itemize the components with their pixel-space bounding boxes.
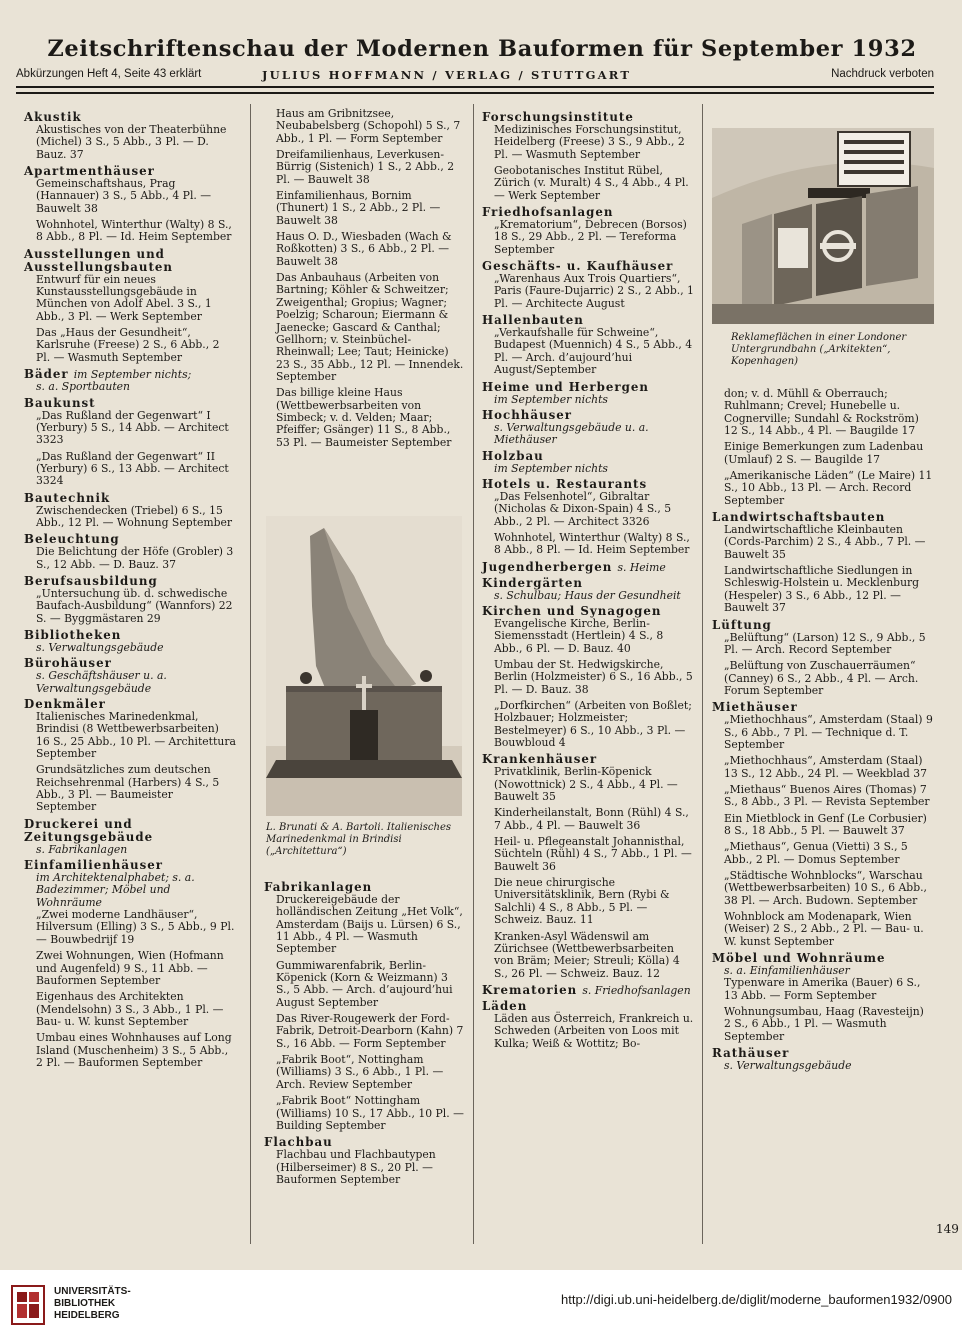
section-heading: Beleuchtung: [24, 532, 120, 547]
entry: „Miethaus“, Genua (Vietti) 3 S., 5 Abb., 2 Pl. — Domus September: [724, 840, 908, 866]
entry: Das „Haus der Gesundheit“, Karlsruhe (Freese) 2 S., 6 Abb., 2 Pl. — Wasmuth September: [36, 326, 220, 364]
section-heading: Akustik: [24, 110, 82, 124]
entry: Grundsätzliches zum deutschen Reichsehrenmal (Harbers) 4 S., 5 Abb., 3 Pl. — Baumeister September: [36, 763, 220, 814]
entry: Gummiwarenfabrik, Berlin-Köpenick (Korn & Weizmann) 3 S., 5 Abb. — Arch. d’aujourd’hui August September: [276, 958, 453, 1009]
entry: Einfamilienhaus, Bornim (Thunert) 1 S., 2 Abb., 2 Pl. — Bauwelt 38: [276, 189, 441, 227]
section-heading: Baukunst: [24, 395, 96, 410]
entry: Haus am Gribnitzsee, Neubabelsberg (Schopohl) 5 S., 7 Abb., 1 Pl. — Form September: [276, 107, 461, 145]
section-heading: Lüftung: [712, 617, 772, 632]
column-4: [712, 388, 934, 1072]
entry: Wohnungsumbau, Haag (Ravesteijn) 2 S., 6 Abb., 1 Pl. — Wasmuth September: [724, 1005, 924, 1043]
entry: Läden aus Österreich, Frankreich u. Schweden (Arbeiten von Loos mit Kulka; Weiß & Wottitz; Bo-: [494, 1011, 694, 1050]
entry: Eigenhaus des Architekten (Mendelsohn) 3 S., 3 Abb., 1 Pl. — Bau- u. W. kunst September: [36, 990, 224, 1028]
entry: Wohnhotel, Winterthur (Walty) 8 S., 8 Abb., 8 Pl. — Id. Heim September: [494, 530, 690, 557]
entry: „Verkaufshalle für Schweine“, Budapest (Muennich) 4 S., 5 Abb., 4 Pl. — Arch. d’aujourd’hui August/September: [494, 326, 693, 377]
publisher-line: JULIUS HOFFMANN / VERLAG / STUTTGART: [262, 68, 632, 82]
cross-reference: s. Geschäftshäuser u. a. Verwaltungsgebäude: [36, 669, 167, 695]
entry: Wohnblock am Modenapark, Wien (Weiser) 2 S., 2 Abb., 2 Pl. — Bau- u. W. kunst September: [724, 910, 924, 948]
cross-reference: s. a. Einfamilienhäuser: [724, 964, 850, 978]
entry: „Städtische Wohnblocks“, Warschau (Wettbewerbsarbeiten) 10 S., 6 Abb., 38 Pl. — Arch. Budown. September: [724, 869, 927, 907]
section-heading: Druckerei und Zeitungsgebäude: [24, 816, 154, 844]
entry: Kranken-Asyl Wädenswil am Zürichsee (Wettbewerbsarbeiten von Bräm; Meier; Streuli; Kölla) 4 S., 26 Pl. — Schweiz. Bauz. 12: [494, 929, 680, 980]
entry: Zwei Wohnungen, Wien (Hofmann und Augenfeld) 9 S., 11 Abb. — Bauformen September: [36, 949, 224, 987]
entry: Die Belichtung der Höfe (Grobler) 3 S., 12 Abb. — D. Bauz. 37: [36, 545, 234, 571]
entry: „Amerikanische Läden“ (Le Maire) 11 S., 10 Abb., 13 Pl. — Arch. Record September: [724, 469, 933, 507]
entry: Italienisches Marinedenkmal, Brindisi (8 Wettbewerbsarbeiten) 16 S., 25 Abb., 10 Pl. — Architettura September: [36, 710, 236, 761]
entry: Ein Mietblock in Genf (Le Corbusier) 8 S., 18 Abb., 5 Pl. — Bauwelt 37: [724, 811, 927, 837]
entry: don; v. d. Mühll & Oberrauch; Ruhlmann; Crevel; Hunebelle u. Cognerville; Sundahl & Rockström) 12 S., 14 Abb., 4 Pl. — Baugilde 17: [724, 387, 919, 438]
section-heading: Bibliotheken: [24, 627, 122, 642]
permalink-url[interactable]: http://digi.ub.uni-heidelberg.de/diglit/moderne_bauformen1932/0900: [560, 1292, 952, 1307]
entry: Entwurf für ein neues Kunstausstellungsgebäude in München von Adolf Abel. 3 S., 1 Abb., 3 Pl. — Werk September: [36, 272, 212, 323]
column-2: [264, 108, 464, 453]
section-heading: Apartmenthäuser: [24, 164, 155, 179]
entry: „Miethochhaus“, Amsterdam (Staal) 9 S., 6 Abb., 7 Pl. — Technique d. T. September: [724, 713, 933, 751]
section-heading: Friedhofsanlagen: [482, 205, 614, 220]
section-heading: Bürohäuser: [24, 656, 112, 671]
cross-reference: s. a. Sportbauten: [36, 380, 130, 394]
monument-photo: [266, 516, 462, 816]
section-heading: Miethäuser: [712, 700, 798, 715]
entry: „Miethaus“ Buenos Aires (Thomas) 7 S., 8 Abb., 3 Pl. — Revista September: [724, 782, 930, 809]
entry: „Warenhaus Aux Trois Quartiers“, Paris (Faure-Dujarric) 2 S., 2 Abb., 1 Pl. — Architecte August: [494, 272, 694, 310]
library-name: [54, 1286, 131, 1322]
entry: Die neue chirurgische Universitätsklinik, Bern (Rybi & Salchli) 4 S., 8 Abb., 5 Pl. — Schweiz. Bauz. 11: [494, 876, 670, 927]
library-name-line: BIBLIOTHEK: [54, 1298, 116, 1309]
library-name-line: UNIVERSITÄTS-: [54, 1286, 131, 1297]
heading-text: Krematorien: [482, 982, 578, 997]
heading-text: Bäder: [24, 367, 69, 382]
column-3: [482, 108, 694, 1054]
entry: „Untersuchung üb. d. schwedische Baufach-Ausbildung“ (Wannfors) 22 S. — Byggmästaren 29: [36, 586, 233, 625]
column-divider: [702, 104, 703, 1244]
cross-reference: s. Schulbau; Haus der Gesundheit: [494, 588, 681, 602]
entry: „Das Felsenhotel“, Gibraltar (Nicholas & Dixon-Spain) 4 S., 5 Abb., 2 Pl. — Architect 3326: [494, 489, 672, 528]
entry: Das River-Rougewerk der Ford-Fabrik, Detroit-Dearborn (Kahn) 7 S., 16 Abb. — Form September: [276, 1012, 464, 1050]
subheader: [16, 68, 934, 84]
copyright-note: Nachdruck verboten: [831, 68, 934, 80]
entry: „Das Rußland der Gegenwart“ II (Yerbury) 6 S., 13 Abb. — Architect 3324: [36, 449, 229, 488]
entry: Druckereigebäude der holländischen Zeitung „Het Volk“, Amsterdam (Baijs u. Lürsen) 6 S., 11 Abb., 4 Pl. — Wasmuth September: [276, 893, 463, 956]
entry: Evangelische Kirche, Berlin-Siemensstadt (Hertlein) 4 S., 8 Abb., 6 Pl. — D. Bauz. 40: [494, 616, 664, 655]
entry: Typenware in Amerika (Bauer) 6 S., 13 Abb. — Form September: [724, 976, 921, 1002]
section-heading: Bautechnik: [24, 490, 111, 505]
abbreviation-note: Abkürzungen Heft 4, Seite 43 erklärt: [16, 68, 202, 80]
section-heading: Läden: [482, 998, 528, 1013]
section-heading: Krankenhäuser: [482, 752, 598, 767]
section-heading: Kirchen und Synagogen: [482, 603, 662, 618]
entry: „Krematorium“, Debrecen (Borsos) 18 S., 29 Abb., 2 Pl. — Tereforma September: [494, 218, 687, 256]
section-heading: [482, 984, 694, 997]
entry: „Belüftung“ (Larson) 12 S., 9 Abb., 5 Pl. — Arch. Record September: [724, 630, 926, 656]
column-divider: [473, 104, 474, 1244]
entry: Wohnhotel, Winterthur (Walty) 8 S., 8 Abb., 8 Pl. — Id. Heim September: [36, 218, 232, 244]
subway-advertising-photo: [712, 128, 934, 324]
header-rule-bottom: [16, 92, 934, 94]
section-heading: Hochhäuser: [482, 407, 572, 422]
entry: Zwischendecken (Triebel) 6 S., 15 Abb., 12 Pl. — Wohnung September: [36, 503, 233, 529]
section-heading: Fabrikanlagen: [264, 880, 373, 894]
entry: Umbau der St. Hedwigskirche, Berlin (Holzmeister) 6 S., 16 Abb., 5 Pl. — D. Bauz. 38: [494, 657, 693, 696]
entry: Heil- u. Pflegeanstalt Johannisthal, Süchteln (Rühl) 4 S., 7 Abb., 1 Pl. — Bauwelt 36: [494, 835, 692, 873]
entry: Akustisches von der Theaterbühne (Michel) 3 S., 5 Abb., 3 Pl. — D. Bauz. 37: [36, 123, 227, 161]
entry: „Miethochhaus“, Amsterdam (Staal) 13 S., 12 Abb., 24 Pl. — Weekblad 37: [724, 754, 927, 780]
section-heading: Rathäuser: [712, 1046, 790, 1061]
section-heading: Einfamilienhäuser: [24, 858, 163, 873]
section-heading: Hallenbauten: [482, 313, 584, 328]
entry: Landwirtschaftliche Siedlungen in Schleswig-Holstein u. Mecklenburg (Hespeler) 3 S., 6 Abb., 12 Pl. — Bauwelt 37: [724, 564, 920, 615]
heading-note: im September nichts;: [73, 368, 192, 382]
cross-reference: im September nichts: [494, 461, 608, 475]
section-heading: Möbel und Wohnräume: [712, 951, 886, 966]
entry: Umbau eines Wohnhauses auf Long Island (Muschenheim) 3 S., 5 Abb., 2 Pl. — Bauformen September: [36, 1031, 232, 1069]
entry: „Fabrik Boot“ Nottingham (Williams) 10 S., 17 Abb., 10 Pl. — Building September: [276, 1094, 464, 1132]
library-name-line: HEIDELBERG: [54, 1310, 120, 1321]
column-divider: [250, 104, 251, 1244]
entry: Privatklinik, Berlin-Köpenick (Nowottnick) 2 S., 4 Abb., 4 Pl. — Bauwelt 35: [494, 765, 678, 804]
entry: Einige Bemerkungen zum Ladenbau (Umlauf) 2 S. — Baugilde 17: [724, 440, 924, 466]
entry: „Belüftung von Zuschauerräumen“ (Canney) 6 S., 2 Abb., 4 Pl. — Arch. Forum September: [724, 659, 919, 697]
heading-note: s. Friedhofsanlagen: [582, 983, 691, 997]
image-caption: L. Brunati & A. Bartoli. Italienisches Marinedenkmal in Brindisi („Architettura“): [266, 822, 452, 857]
section-heading: Holzbau: [482, 448, 544, 463]
cross-reference: s. Verwaltungsgebäude: [724, 1059, 852, 1073]
entry: Flachbau und Flachbautypen (Hilberseimer) 8 S., 20 Pl. — Bauformen September: [276, 1148, 436, 1186]
university-library-logo-icon: [10, 1284, 46, 1326]
column-1: [24, 108, 236, 1073]
header-rule-top: [16, 86, 934, 88]
image-caption: Reklameflächen in einer Londoner Untergrundbahn („Arkitekten“, Kopenhagen): [731, 332, 907, 367]
heading-note: s. Heime: [617, 560, 666, 574]
page-title: Zeitschriftenschau der Modernen Bauformen für September 1932: [47, 36, 917, 62]
cross-reference: im September nichts: [494, 392, 608, 406]
cross-reference: im Architektenalphabet; s. a. Badezimmer; Möbel und Wohnräume: [36, 871, 195, 909]
column-2-lower: [264, 878, 464, 1190]
digitization-footer: [0, 1270, 962, 1338]
section-heading: Kindergärten: [482, 575, 583, 590]
entry: Landwirtschaftliche Kleinbauten (Cords-Parchim) 2 S., 4 Abb., 7 Pl. — Bauwelt 35: [724, 523, 926, 561]
section-heading: Landwirtschaftsbauten: [712, 510, 886, 525]
entry: Kinderheilanstalt, Bonn (Rühl) 4 S., 7 Abb., 4 Pl. — Bauwelt 36: [494, 806, 689, 832]
section-heading: Ausstellungen und Ausstellungsbauten: [24, 246, 173, 274]
cross-reference: s. Verwaltungsgebäude: [36, 640, 164, 654]
page-number: 149: [936, 1222, 959, 1236]
cross-reference: s. Fabrikanlagen: [36, 842, 128, 856]
section-heading: Forschungsinstitute: [482, 110, 634, 124]
section-heading: Geschäfts- u. Kaufhäuser: [482, 259, 674, 274]
entry: Medizinisches Forschungsinstitut, Heidelberg (Freese) 3 S., 9 Abb., 2 Pl. — Wasmuth September: [494, 123, 685, 161]
entry: „Das Rußland der Gegenwart“ I (Yerbury) 5 S., 14 Abb. — Architect 3323: [36, 408, 229, 447]
entry: „Dorfkirchen“ (Arbeiten von Boßlet; Holzbauer; Holzmeister; Bestelmeyer) 6 S., 10 Abb., 3 Pl. — Bouwbloud 4: [494, 699, 692, 750]
entry: Das billige kleine Haus (Wettbewerbsarbeiten von Simbeck; v. d. Velden; Maar; Pfeiffer; Gsänger) 11 S., 8 Abb., 53 Pl. — Baumeister September: [276, 386, 452, 449]
entry: Dreifamilienhaus, Leverkusen-Bürrig (Sistenich) 1 S., 2 Abb., 2 Pl. — Bauwelt 38: [276, 148, 455, 186]
entry: „Fabrik Boot“, Nottingham (Williams) 3 S., 6 Abb., 1 Pl. — Arch. Review September: [276, 1053, 444, 1091]
section-heading: Hotels u. Restaurants: [482, 476, 648, 491]
entry: Haus O. D., Wiesbaden (Wach & Roßkotten) 3 S., 6 Abb., 2 Pl. — Bauwelt 38: [276, 230, 452, 268]
entry: Das Anbauhaus (Arbeiten von Bartning; Köhler & Schweitzer; Zweigenthal; Gropius; Wagner; Poelzig; Scharoun; Eiermann & Jaenecke; Gascard & Canthal; Gellhorn; v. Steinbüchel-Rheinwall; Lee; Taut; Heinicke) 23 S., 35 Abb., 12 Pl. — Innendek. September: [276, 271, 464, 383]
section-heading: Flachbau: [264, 1135, 333, 1150]
entry: Gemeinschaftshaus, Prag (Hannauer) 3 S., 5 Abb., 4 Pl. — Bauwelt 38: [36, 177, 212, 215]
section-heading: Denkmäler: [24, 697, 106, 711]
entry: Geobotanisches Institut Rübel, Zürich (v. Muralt) 4 S., 4 Abb., 4 Pl. — Werk September: [494, 164, 689, 202]
heading-text: Jugendherbergen: [482, 559, 613, 574]
cross-reference: s. Verwaltungsgebäude u. a. Miethäuser: [494, 420, 649, 447]
section-heading: Berufsausbildung: [24, 573, 158, 588]
section-heading: Heime und Herbergen: [482, 379, 649, 394]
section-heading: [482, 561, 694, 574]
entry: „Zwei moderne Landhäuser“, Hilversum (Elling) 3 S., 5 Abb., 9 Pl. — Bouwbedrijf 19: [36, 908, 235, 946]
